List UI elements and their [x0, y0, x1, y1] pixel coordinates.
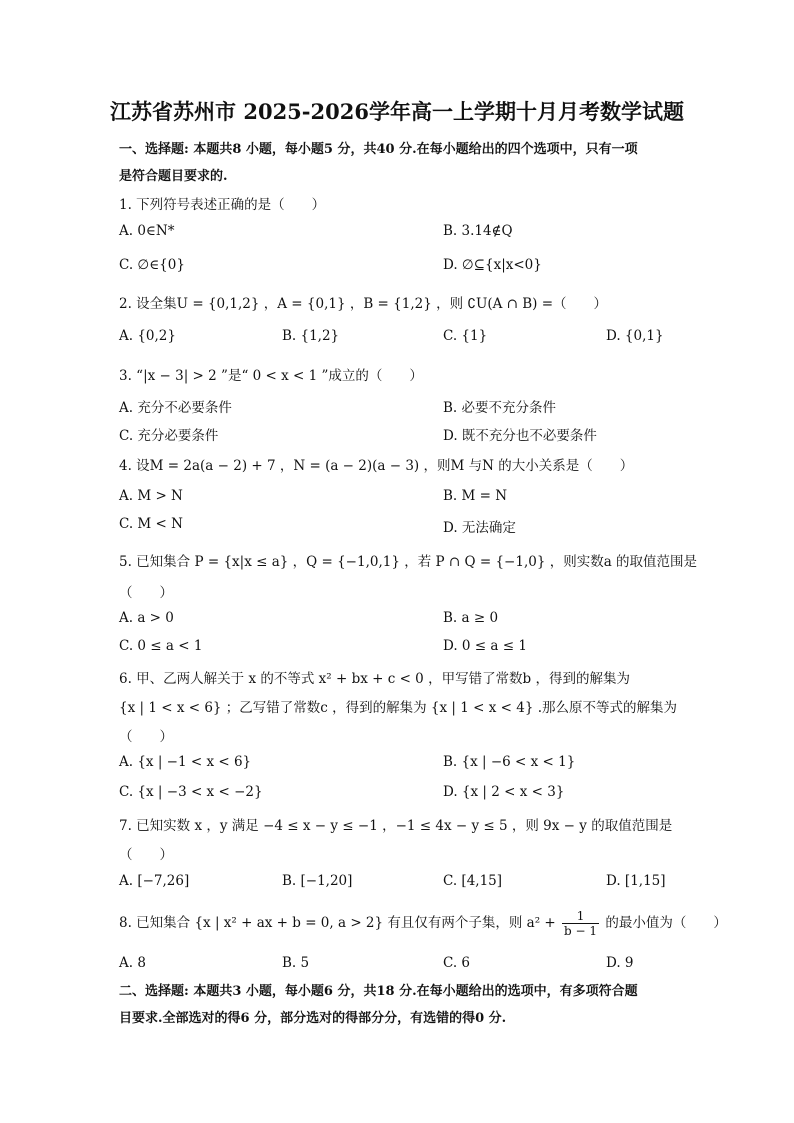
question-6-stem: 6. 甲、乙两人解关于 x 的不等式 x² + bx + c < 0 ，甲写错了常数b ，得到的解集为: [119, 671, 630, 687]
question-6-option-d: D. {x | 2 < x < 3}: [443, 784, 565, 800]
question-4-option-a: A. M > N: [119, 488, 183, 504]
page-title: 江苏省苏州市 2025-2026学年高一上学期十月月考数学试题: [110, 99, 684, 124]
fraction-denominator: b − 1: [564, 924, 598, 938]
question-5-stem: 5. 已知集合 P = {x|x ≤ a} ，Q = {−1,0,1} ，若 P ∩ Q = {−1,0} ，则实数a 的取值范围是: [119, 554, 698, 570]
question-7-stem: 7. 已知实数 x ，y 满足 −4 ≤ x − y ≤ −1 ，−1 ≤ 4x − y ≤ 5 ，则 9x − y 的取值范围是: [119, 818, 673, 834]
question-3-option-a: A. 充分不必要条件: [119, 400, 232, 416]
question-8-option-a: A. 8: [119, 955, 146, 971]
question-6-option-c: C. {x | −3 < x < −2}: [119, 784, 263, 800]
question-7-option-c: C. [4,15]: [443, 873, 503, 889]
question-2-stem: 2. 设全集U = {0,1,2} ，A = {0,1} ，B = {1,2} ，则 ∁U(A ∩ B) =（ ）: [119, 296, 608, 312]
question-2-option-d: D. {0,1}: [606, 328, 664, 344]
question-1-option-a: A. 0∈N*: [119, 223, 175, 239]
question-5-stem-line2: （ ）: [119, 585, 173, 601]
question-2-option-c: C. {1}: [443, 328, 488, 344]
question-7-stem-line2: （ ）: [119, 847, 173, 863]
question-6-option-b: B. {x | −6 < x < 1}: [443, 754, 576, 770]
question-2-option-a: A. {0,2}: [119, 328, 176, 344]
question-6-stem-line2: {x | 1 < x < 6} ；乙写错了常数c ，得到的解集为 {x | 1 < x < 4} .那么原不等式的解集为: [119, 700, 678, 716]
question-8-option-b: B. 5: [282, 955, 310, 971]
section2-heading-line2: 目要求.全部选对的得6 分，部分选对的得部分分，有选错的得0 分.: [119, 1011, 507, 1026]
question-8-stem-pre: 8. 已知集合 {x | x² + ax + b = 0, a > 2} 有且仅有两个子集，则 a² +: [119, 915, 556, 931]
fraction-numerator: 1: [562, 909, 599, 924]
question-7-option-d: D. [1,15]: [606, 873, 666, 889]
section1-heading-line2: 是符合题目要求的.: [119, 169, 228, 184]
question-6-option-a: A. {x | −1 < x < 6}: [119, 754, 252, 770]
question-7-option-a: A. [−7,26]: [119, 873, 190, 889]
question-5-option-b: B. a ≥ 0: [443, 610, 499, 626]
question-4-option-d: D. 无法确定: [443, 520, 516, 536]
question-8-option-d: D. 9: [606, 955, 634, 971]
question-6-stem-line3: （ ）: [119, 729, 173, 745]
question-4-option-c: C. M < N: [119, 516, 183, 532]
question-3-stem: 3. “|x − 3| > 2 ”是“ 0 < x < 1 ”成立的（ ）: [119, 368, 423, 384]
question-1-option-b: B. 3.14∉Q: [443, 223, 513, 239]
question-1-stem: 1. 下列符号表述正确的是（ ）: [119, 197, 326, 213]
question-8-option-c: C. 6: [443, 955, 471, 971]
question-5-option-c: C. 0 ≤ a < 1: [119, 638, 203, 654]
section2-heading-line1: 二、选择题: 本题共3 小题，每小题6 分，共18 分.在每小题给出的选项中，有多项符合题: [119, 984, 638, 999]
question-3-option-d: D. 既不充分也不必要条件: [443, 428, 597, 444]
question-5-option-d: D. 0 ≤ a ≤ 1: [443, 638, 527, 654]
question-1-option-c: C. ∅∈{0}: [119, 257, 185, 273]
fraction: [562, 909, 599, 938]
question-8-stem-post: 的最小值为（ ）: [605, 915, 727, 931]
question-4-stem: 4. 设M = 2a(a − 2) + 7 ，N = (a − 2)(a − 3) ，则M 与N 的大小关系是（ ）: [119, 458, 634, 474]
question-4-option-b: B. M = N: [443, 488, 508, 504]
question-3-option-b: B. 必要不充分条件: [443, 400, 557, 416]
question-5-option-a: A. a > 0: [119, 610, 174, 626]
question-1-option-d: D. ∅⊆{x|x<0}: [443, 257, 542, 273]
question-2-option-b: B. {1,2}: [282, 328, 340, 344]
question-7-option-b: B. [−1,20]: [282, 873, 353, 889]
question-8-stem: [119, 908, 727, 938]
question-3-option-c: C. 充分必要条件: [119, 428, 219, 444]
section1-heading-line1: 一、选择题: 本题共8 小题，每小题5 分，共40 分.在每小题给出的四个选项中，只有一项: [119, 142, 638, 157]
